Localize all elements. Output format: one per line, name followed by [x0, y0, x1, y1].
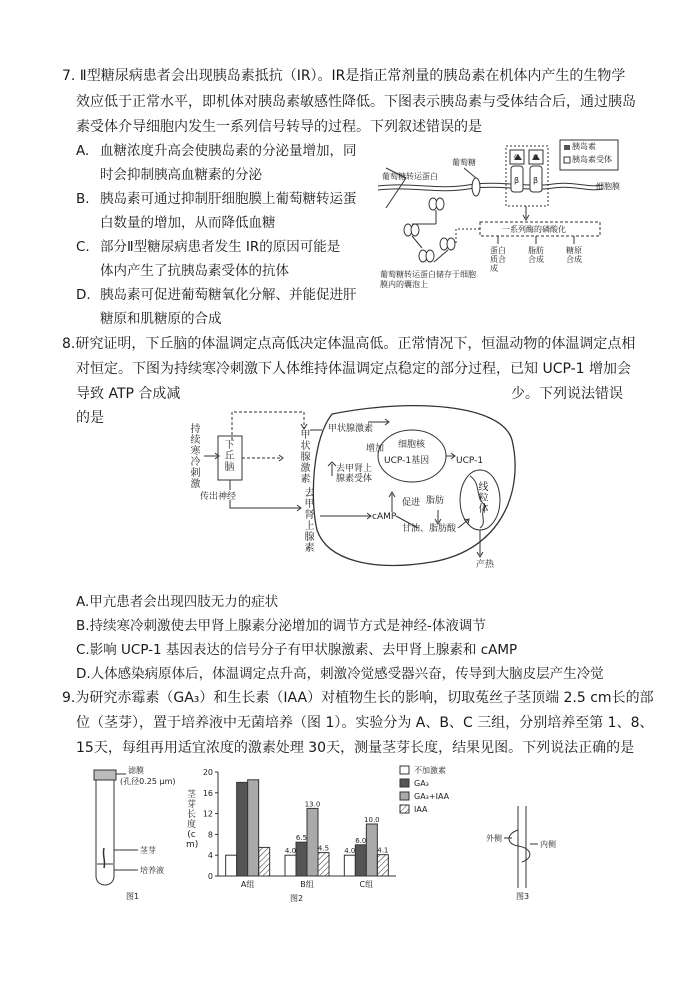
- receptor-label: 去甲肾上腺素受体: [336, 464, 373, 484]
- bar-data-label: 4.0: [284, 847, 297, 856]
- figure-3: [482, 800, 566, 904]
- outcome-fat: 脂肪合成: [528, 246, 544, 264]
- bar-data-label: 10.0: [364, 816, 380, 824]
- q8-stem-line-2: 对恒定。下图为持续寒冷刺激下人体维持体温调定点稳定的部分过程，已知 UCP-1 增加会: [76, 361, 632, 377]
- nucleus-label: 细胞核: [398, 440, 426, 450]
- outcome-protein: 蛋白质合成: [490, 246, 506, 273]
- q7-stem-line-3: 素受体介导细胞内发生一系列信号转导的过程。下列叙述错误的是: [76, 119, 482, 135]
- bar-data-label: 4.1: [377, 846, 389, 855]
- fat-label: 脂肪: [426, 496, 445, 506]
- thyroid-gland-label: 甲状腺激素: [300, 430, 311, 485]
- q7-option-a-line-1: 血糖浓度升高会使胰岛素的分泌量增加，同: [100, 143, 357, 159]
- bar-data-label: 6.0: [355, 836, 367, 845]
- q8-stem-line-3-left: 导致 ATP 合成减: [76, 386, 181, 402]
- q8-stem-line-1: 8.研究证明，下丘脑的体温调定点高低决定体温高低。正常情况下，恒温动物的体温调定点相: [62, 336, 636, 352]
- bar: [377, 855, 388, 876]
- vesicle-note: 葡萄糖转运蛋白储存于细胞膜内的囊泡上: [380, 270, 476, 289]
- outcome-glycogen: 糖原合成: [566, 246, 582, 264]
- figure-1-caption: 图1: [126, 892, 140, 901]
- y-tick-label: 20: [202, 768, 213, 777]
- bar: [226, 855, 237, 876]
- pore-label: (孔径0.25 μm): [120, 777, 176, 786]
- q7-option-c-line-2: 体内产生了抗胰岛素受体的抗体: [100, 263, 289, 279]
- q8-stem-line-4: 的是: [76, 410, 104, 426]
- figure-2-caption: 图2: [290, 894, 304, 903]
- alpha-label-right: α: [533, 152, 539, 161]
- figure-3-caption: 图3: [516, 892, 530, 901]
- q8-option-c: C.影响 UCP-1 基因表达的信号分子有甲状腺激素、去甲肾上腺素和 cAMP: [76, 642, 518, 658]
- bar: [248, 780, 259, 876]
- legend-label: GA₃+IAA: [414, 792, 450, 801]
- legend-swatch: [400, 766, 409, 774]
- increase-label: 增加: [366, 444, 385, 454]
- y-tick-label: 4: [207, 851, 213, 861]
- y-tick-label: 0: [207, 872, 213, 881]
- y-axis-label: 茎芽长度(cm): [186, 790, 199, 850]
- q9-stem-line-3: 15天，每组再用适宜浓度的激素处理 30天，测量茎芽长度，结果见图。下列说法正确的是: [76, 740, 635, 756]
- q8-option-d: D.人体感染病原体后，体温调定点升高，刺激冷觉感受器兴奋，传导到大脑皮层产生冷觉: [76, 666, 604, 682]
- bar-data-label: 4.0: [344, 847, 356, 856]
- y-tick-label: 16: [202, 788, 213, 798]
- bar: [318, 853, 329, 876]
- x-category-label: C组: [359, 880, 374, 889]
- bar: [285, 855, 296, 876]
- bar: [344, 855, 355, 876]
- glucose-label: 葡萄糖: [452, 158, 476, 167]
- y-tick-label: 8: [207, 830, 213, 840]
- legend-receptor-label: 胰岛素受体: [572, 155, 612, 164]
- q7-option-b-letter: B.: [76, 191, 90, 207]
- bar-data-label: 13.0: [304, 800, 321, 809]
- beta-label-left: β: [514, 176, 520, 185]
- legend-insulin-label: 胰岛素: [572, 142, 596, 151]
- bar: [355, 845, 366, 876]
- q7-option-b-line-1: 胰岛素可通过抑制肝细胞膜上葡萄糖转运蛋: [100, 191, 357, 207]
- ucp1-label: UCP-1: [456, 456, 484, 466]
- inner-side-label: 内侧: [540, 840, 556, 849]
- q7-option-a-letter: A.: [76, 143, 90, 159]
- q8-option-b: B.持续寒冷刺激使去甲肾上腺素分泌增加的调节方式是神经-体液调节: [76, 618, 486, 634]
- bud-label: 茎芽: [140, 846, 156, 855]
- stem-sketch-drawing: [482, 800, 566, 904]
- q7-stem-line-2: 效应低于正常水平，即机体对胰岛素敏感性降低。下图表示胰岛素与受体结合后，通过胰岛: [76, 94, 636, 110]
- hypothalamus-label: 下丘脑: [224, 440, 235, 473]
- membrane-label: 细胞膜: [596, 182, 620, 191]
- q7-option-c-letter: C.: [76, 239, 90, 255]
- bar-data-label: 6.5: [295, 834, 308, 843]
- filter-label: 滤膜: [128, 766, 144, 775]
- promote-label: 促进: [402, 498, 421, 508]
- thermoregulation-figure: [182, 400, 527, 580]
- figure-2-bar-chart: [186, 760, 472, 906]
- bar: [366, 824, 377, 876]
- efferent-nerve-label: 传出神经: [200, 492, 237, 502]
- transporter-label: 葡萄糖转运蛋白: [382, 172, 438, 181]
- x-category-label: A组: [240, 880, 255, 889]
- norepinephrine-label: 去甲肾上腺素: [304, 488, 315, 554]
- bar-chart-svg: [186, 760, 472, 906]
- x-category-label: B组: [300, 880, 314, 889]
- legend-label: 不加激素: [414, 766, 446, 775]
- legend-swatch: [400, 779, 409, 787]
- beta-label-right: β: [533, 176, 539, 185]
- alpha-label-left: α: [514, 152, 520, 161]
- q7-option-d-letter: D.: [76, 287, 91, 303]
- q9-stem-line-1: 9.为研究赤霉素（GA₃）和生长素（IAA）对植物生长的影响，切取菟丝子茎顶端 2.5 cm长的部: [62, 690, 654, 706]
- q7-option-b-line-2: 白数量的增加，从而降低血糖: [100, 215, 276, 231]
- q7-option-a-line-2: 时会抑制胰高血糖素的分泌: [100, 167, 262, 183]
- glycerol-label: 甘油、脂肪酸: [402, 524, 457, 534]
- bar: [237, 782, 248, 876]
- mitochondrion-label: 线粒体: [478, 482, 489, 515]
- outer-side-label: 外侧: [486, 834, 502, 843]
- bar: [307, 808, 318, 876]
- heat-label: 产热: [476, 560, 495, 570]
- q8-stem-line-3-right: 少。下列说法错误: [511, 386, 623, 402]
- figure-1: [86, 764, 178, 904]
- legend-label: IAA: [414, 805, 428, 814]
- bar: [296, 842, 307, 876]
- bar-data-label: 4.5: [317, 844, 330, 853]
- q7-stem-line-1: 7. Ⅱ型糖尿病患者会出现胰岛素抵抗（IR）。IR是指正常剂量的胰岛素在机体内产生的生物学: [62, 68, 626, 84]
- cold-stimulus-label: 持续寒冷刺激: [190, 424, 201, 490]
- q7-option-d-line-2: 糖原和肌糖原的合成: [100, 311, 222, 327]
- legend-swatch: [400, 792, 409, 800]
- y-tick-label: 12: [202, 809, 213, 819]
- phosphorylation-label: 一系列酶的磷酸化: [502, 225, 566, 234]
- q7-option-c-line-1: 部分Ⅱ型糖尿病患者发生 IR的原因可能是: [100, 239, 341, 255]
- q7-option-d-line-1: 胰岛素可促进葡萄糖氧化分解、并能促进肝: [100, 287, 357, 303]
- q9-stem-line-2: 位（茎芽），置于培养液中无菌培养（图 1）。实验分为 A、B、C 三组，分别培养至第 1、8、: [76, 715, 654, 731]
- ucp1-gene-label: UCP-1基因: [384, 456, 430, 466]
- legend-label: GA₃: [414, 779, 429, 788]
- insulin-signaling-figure: [378, 138, 638, 294]
- bar: [259, 847, 270, 876]
- legend-swatch: [400, 805, 409, 813]
- q8-option-a: A.甲亢患者会出现四肢无力的症状: [76, 594, 279, 610]
- medium-label: 培养液: [140, 866, 164, 875]
- camp-label: cAMP: [372, 512, 397, 522]
- thyroid-hormone-label: 甲状腺激素: [328, 424, 374, 434]
